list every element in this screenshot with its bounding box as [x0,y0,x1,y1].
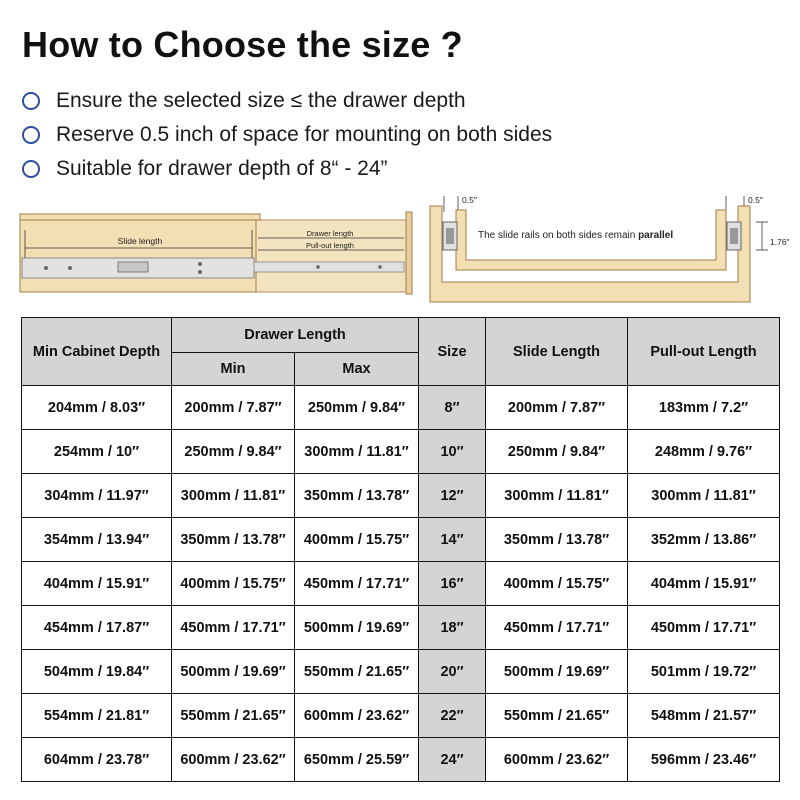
cell-pullout-length: 183mm / 7.2″ [628,386,780,430]
slide-length-label: Slide length [117,236,163,246]
cell-min-cabinet-depth: 604mm / 23.78″ [22,738,172,782]
cell-pullout-length: 548mm / 21.57″ [628,694,780,738]
guideline-text: Ensure the selected size ≤ the drawer depth [56,89,466,112]
cell-drawer-max: 400mm / 15.75″ [295,518,419,562]
table-row [22,430,780,474]
cell-min-cabinet-depth: 554mm / 21.81″ [22,694,172,738]
cell-size: 10″ [419,430,486,474]
drawer-top-edge [20,214,260,220]
side-view-diagram [20,212,412,294]
table-row [22,738,780,782]
drawer-length-label: Drawer length [306,229,354,238]
cell-drawer-min: 300mm / 11.81″ [172,474,295,518]
cell-drawer-max: 550mm / 21.65″ [295,650,419,694]
cell-pullout-length: 501mm / 19.72″ [628,650,780,694]
cell-min-cabinet-depth: 254mm / 10″ [22,430,172,474]
cell-drawer-min: 200mm / 7.87″ [172,386,295,430]
cell-drawer-min: 450mm / 17.71″ [172,606,295,650]
cell-min-cabinet-depth: 354mm / 13.94″ [22,518,172,562]
cabinet-side-panel [20,220,256,292]
height-label: 1.76″ [770,237,790,247]
cell-slide-length: 250mm / 9.84″ [486,430,628,474]
cabinet-frame [430,206,750,302]
header-slide-length: Slide Length [486,318,628,386]
size-table [21,317,780,782]
parallel-note: The slide rails on both sides remain parallel [478,230,674,241]
cell-size: 16″ [419,562,486,606]
cell-drawer-max: 450mm / 17.71″ [295,562,419,606]
cell-min-cabinet-depth: 204mm / 8.03″ [22,386,172,430]
cell-slide-length: 350mm / 13.78″ [486,518,628,562]
table-row [22,474,780,518]
circle-bullet-icon [22,92,40,110]
cell-size: 24″ [419,738,486,782]
cell-drawer-max: 600mm / 23.62″ [295,694,419,738]
header-drawer-length: Drawer Length [172,318,419,353]
cell-drawer-min: 550mm / 21.65″ [172,694,295,738]
cell-drawer-min: 500mm / 19.69″ [172,650,295,694]
cell-drawer-max: 300mm / 11.81″ [295,430,419,474]
table-row [22,606,780,650]
circle-bullet-icon [22,160,40,178]
cell-slide-length: 200mm / 7.87″ [486,386,628,430]
cell-pullout-length: 352mm / 13.86″ [628,518,780,562]
header-pullout-length: Pull-out Length [628,318,780,386]
cell-drawer-min: 250mm / 9.84″ [172,430,295,474]
header-max: Max [295,353,419,386]
cell-pullout-length: 248mm / 9.76″ [628,430,780,474]
cell-min-cabinet-depth: 304mm / 11.97″ [22,474,172,518]
cell-pullout-length: 450mm / 17.71″ [628,606,780,650]
cell-drawer-min: 400mm / 15.75″ [172,562,295,606]
left-gap-label: 0.5″ [462,195,477,205]
cell-drawer-min: 600mm / 23.62″ [172,738,295,782]
slide-diagram [0,186,800,310]
cell-slide-length: 550mm / 21.65″ [486,694,628,738]
guideline-item [22,118,552,152]
guideline-text: Reserve 0.5 inch of space for mounting on both sides [56,123,553,146]
cell-size: 12″ [419,474,486,518]
cell-drawer-max: 650mm / 25.59″ [295,738,419,782]
page-title: How to Choose the size ? [22,24,463,65]
header-size: Size [419,318,486,386]
table-row [22,562,780,606]
cell-slide-length: 300mm / 11.81″ [486,474,628,518]
pullout-length-label: Pull-out length [306,241,354,250]
right-gap-label: 0.5″ [748,195,763,205]
cell-pullout-length: 404mm / 15.91″ [628,562,780,606]
cell-drawer-max: 350mm / 13.78″ [295,474,419,518]
front-view-diagram [430,195,790,302]
circle-bullet-icon [22,126,40,144]
cell-slide-length: 400mm / 15.75″ [486,562,628,606]
table-row [22,518,780,562]
table-row [22,386,780,430]
guideline-item [22,152,552,186]
cell-pullout-length: 596mm / 23.46″ [628,738,780,782]
cell-size: 20″ [419,650,486,694]
table-row [22,650,780,694]
cell-drawer-max: 250mm / 9.84″ [295,386,419,430]
cell-pullout-length: 300mm / 11.81″ [628,474,780,518]
table-row [22,694,780,738]
cell-min-cabinet-depth: 504mm / 19.84″ [22,650,172,694]
cell-slide-length: 450mm / 17.71″ [486,606,628,650]
guideline-text: Suitable for drawer depth of 8“ - 24” [56,157,388,180]
slide-rail-slot [118,262,148,272]
cell-drawer-min: 350mm / 13.78″ [172,518,295,562]
cell-drawer-max: 500mm / 19.69″ [295,606,419,650]
cell-min-cabinet-depth: 404mm / 15.91″ [22,562,172,606]
cell-size: 18″ [419,606,486,650]
cell-min-cabinet-depth: 454mm / 17.87″ [22,606,172,650]
header-min: Min [172,353,295,386]
cell-size: 14″ [419,518,486,562]
cell-size: 8″ [419,386,486,430]
guideline-item [22,84,552,118]
drawer-front-panel [406,212,412,294]
cell-size: 22″ [419,694,486,738]
header-min-cabinet-depth: Min Cabinet Depth [22,318,172,386]
cell-slide-length: 600mm / 23.62″ [486,738,628,782]
cell-slide-length: 500mm / 19.69″ [486,650,628,694]
guideline-list [22,84,552,186]
